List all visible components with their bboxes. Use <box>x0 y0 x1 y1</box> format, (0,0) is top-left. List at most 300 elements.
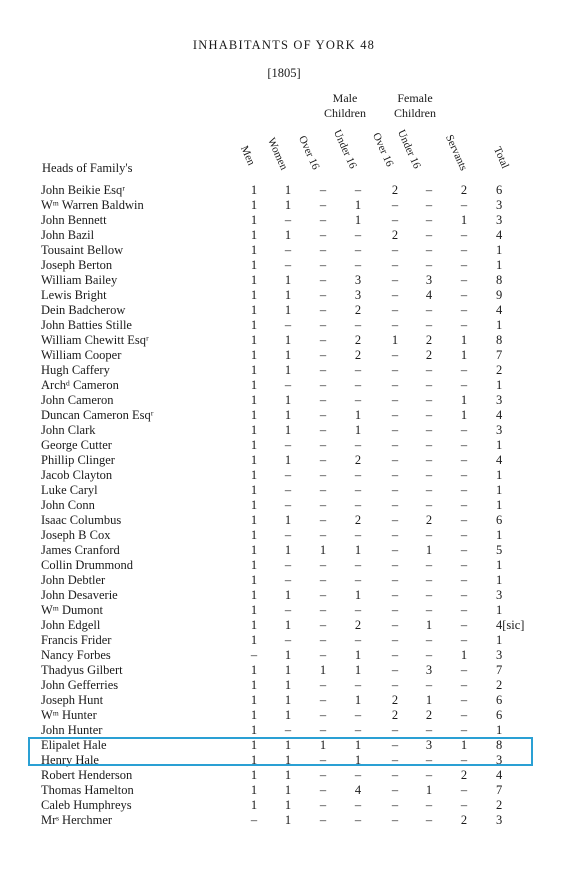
cell-men: – <box>250 813 258 827</box>
cell-male-over-16: – <box>319 258 327 272</box>
cell-male-over-16: – <box>319 363 327 377</box>
cell-female-under-16: – <box>425 423 433 437</box>
head-of-family-name: Joseph Hunt <box>41 693 104 707</box>
cell-male-over-16: – <box>319 198 327 212</box>
head-of-family-name: William Chewitt Esqʳ <box>41 333 149 347</box>
column-header-male-over-16: Over 16 <box>296 134 322 172</box>
cell-male-under-16: 1 <box>354 423 362 437</box>
cell-female-over-16: – <box>391 408 399 422</box>
table-row <box>0 453 568 468</box>
cell-women: – <box>284 603 292 617</box>
table-row <box>0 408 568 423</box>
table-row <box>0 678 568 693</box>
cell-servants: – <box>460 453 468 467</box>
cell-male-under-16: – <box>354 318 362 332</box>
cell-male-under-16: – <box>354 813 362 827</box>
cell-female-over-16: 2 <box>391 228 399 242</box>
cell-women: 1 <box>284 363 292 377</box>
cell-female-under-16: – <box>425 363 433 377</box>
cell-servants: 1 <box>460 648 468 662</box>
cell-male-under-16: 1 <box>354 588 362 602</box>
table-row <box>0 183 568 198</box>
head-of-family-name: Phillip Clinger <box>41 453 115 467</box>
cell-men: 1 <box>250 273 258 287</box>
cell-women: – <box>284 213 292 227</box>
cell-servants: – <box>460 363 468 377</box>
cell-female-over-16: – <box>391 558 399 572</box>
table-row <box>0 663 568 678</box>
cell-male-under-16: 2 <box>354 618 362 632</box>
cell-female-under-16: – <box>425 228 433 242</box>
cell-male-under-16: – <box>354 528 362 542</box>
cell-total: 1 <box>496 573 503 587</box>
cell-female-over-16: – <box>391 378 399 392</box>
census-table <box>0 183 568 828</box>
cell-male-under-16: 1 <box>354 198 362 212</box>
cell-female-over-16: – <box>391 348 399 362</box>
cell-total: 8 <box>496 738 503 752</box>
head-of-family-name: Wᵐ Dumont <box>41 603 104 617</box>
children-label: Children <box>394 106 436 120</box>
head-of-family-name: Lewis Bright <box>41 288 107 302</box>
cell-men: 1 <box>250 318 258 332</box>
cell-female-under-16: – <box>425 438 433 452</box>
cell-female-under-16: – <box>425 528 433 542</box>
cell-total: 3 <box>496 588 503 602</box>
cell-female-under-16: 3 <box>425 663 433 677</box>
cell-servants: – <box>460 708 468 722</box>
cell-servants: – <box>460 318 468 332</box>
table-row <box>0 558 568 573</box>
cell-women: 1 <box>284 393 292 407</box>
cell-men: 1 <box>250 363 258 377</box>
cell-total: 3 <box>496 213 503 227</box>
cell-female-under-16: 1 <box>425 618 433 632</box>
cell-female-under-16: – <box>425 678 433 692</box>
cell-total: 1 <box>496 468 503 482</box>
cell-men: 1 <box>250 378 258 392</box>
head-of-family-name: Duncan Cameron Esqʳ <box>41 408 154 422</box>
cell-male-under-16: 4 <box>354 783 362 797</box>
cell-women: – <box>284 528 292 542</box>
cell-female-over-16: 2 <box>391 708 399 722</box>
cell-female-under-16: – <box>425 378 433 392</box>
cell-female-over-16: – <box>391 633 399 647</box>
cell-male-under-16: – <box>354 393 362 407</box>
cell-female-over-16: – <box>391 483 399 497</box>
cell-female-over-16: – <box>391 798 399 812</box>
table-row <box>0 288 568 303</box>
cell-female-under-16: – <box>425 243 433 257</box>
cell-total: 3 <box>496 198 503 212</box>
head-of-family-name: John Gefferries <box>41 678 119 692</box>
cell-male-over-16: – <box>319 498 327 512</box>
male-children-heading <box>318 91 372 121</box>
table-row <box>0 273 568 288</box>
cell-total: 1 <box>496 498 503 512</box>
table-row <box>0 693 568 708</box>
head-of-family-name: Tousaint Bellow <box>41 243 124 257</box>
cell-total: 7 <box>496 783 503 797</box>
head-of-family-name: Caleb Humphreys <box>41 798 132 812</box>
cell-women: – <box>284 483 292 497</box>
cell-male-over-16: – <box>319 558 327 572</box>
cell-women: 1 <box>284 753 292 767</box>
cell-total: 3 <box>496 753 503 767</box>
cell-men: 1 <box>250 183 258 197</box>
children-label: Children <box>324 106 366 120</box>
cell-female-under-16: 2 <box>425 348 433 362</box>
cell-women: – <box>284 468 292 482</box>
cell-male-under-16: 1 <box>354 663 362 677</box>
cell-female-under-16: – <box>425 813 433 827</box>
cell-men: 1 <box>250 618 258 632</box>
cell-total: 6 <box>496 513 503 527</box>
cell-total: 2 <box>496 363 503 377</box>
cell-female-over-16: – <box>391 663 399 677</box>
cell-servants: – <box>460 258 468 272</box>
head-of-family-name: John Beikie Esqʳ <box>41 183 125 197</box>
cell-male-over-16: – <box>319 213 327 227</box>
cell-total: 1 <box>496 528 503 542</box>
cell-total: 5 <box>496 543 503 557</box>
head-of-family-name: John Debtler <box>41 573 106 587</box>
cell-servants: – <box>460 543 468 557</box>
cell-men: 1 <box>250 453 258 467</box>
table-row <box>0 363 568 378</box>
cell-total: 2 <box>496 678 503 692</box>
cell-men: 1 <box>250 783 258 797</box>
cell-female-under-16: – <box>425 603 433 617</box>
cell-men: 1 <box>250 258 258 272</box>
cell-female-over-16: – <box>391 498 399 512</box>
cell-male-over-16: – <box>319 333 327 347</box>
table-row <box>0 633 568 648</box>
head-of-family-name: Dein Badcherow <box>41 303 126 317</box>
cell-female-under-16: – <box>425 573 433 587</box>
cell-male-under-16: – <box>354 228 362 242</box>
cell-male-over-16: – <box>319 453 327 467</box>
cell-female-over-16: – <box>391 648 399 662</box>
cell-female-under-16: – <box>425 753 433 767</box>
head-of-family-name: John Desaverie <box>41 588 118 602</box>
cell-male-over-16: – <box>319 648 327 662</box>
cell-male-over-16: – <box>319 468 327 482</box>
table-row <box>0 618 568 633</box>
cell-servants: 1 <box>460 213 468 227</box>
cell-male-under-16: 1 <box>354 408 362 422</box>
cell-total: 3 <box>496 393 503 407</box>
cell-women: – <box>284 438 292 452</box>
cell-total: 1 <box>496 378 503 392</box>
table-row <box>0 468 568 483</box>
cell-female-under-16: – <box>425 393 433 407</box>
cell-total: 8 <box>496 273 503 287</box>
cell-male-over-16: – <box>319 288 327 302</box>
cell-women: – <box>284 318 292 332</box>
cell-servants: 1 <box>460 333 468 347</box>
cell-servants: – <box>460 228 468 242</box>
table-row <box>0 498 568 513</box>
head-of-family-name: Wᵐ Hunter <box>41 708 97 722</box>
cell-male-over-16: – <box>319 708 327 722</box>
head-of-family-name: Thomas Hamelton <box>41 783 134 797</box>
head-of-family-name: Mrˢ Herchmer <box>41 813 113 827</box>
cell-female-under-16: – <box>425 768 433 782</box>
cell-female-under-16: – <box>425 318 433 332</box>
cell-female-over-16: – <box>391 723 399 737</box>
cell-men: – <box>250 648 258 662</box>
table-row <box>0 213 568 228</box>
cell-female-under-16: 3 <box>425 273 433 287</box>
cell-servants: – <box>460 483 468 497</box>
cell-female-over-16: – <box>391 273 399 287</box>
cell-female-under-16: 2 <box>425 513 433 527</box>
cell-servants: – <box>460 288 468 302</box>
cell-servants: – <box>460 528 468 542</box>
cell-female-under-16: – <box>425 198 433 212</box>
cell-male-under-16: 1 <box>354 213 362 227</box>
table-row <box>0 483 568 498</box>
column-header-female-under-16: Under 16 <box>395 128 423 171</box>
cell-female-over-16: – <box>391 813 399 827</box>
year-label: [1805] <box>267 66 301 80</box>
cell-female-over-16: – <box>391 528 399 542</box>
cell-men: 1 <box>250 228 258 242</box>
cell-women: 1 <box>284 798 292 812</box>
cell-women: 1 <box>284 333 292 347</box>
cell-male-over-16: – <box>319 678 327 692</box>
cell-total: 3 <box>496 423 503 437</box>
cell-female-over-16: 2 <box>391 693 399 707</box>
cell-female-over-16: – <box>391 363 399 377</box>
head-of-family-name: Thadyus Gilbert <box>41 663 123 677</box>
cell-women: 1 <box>284 813 292 827</box>
head-of-family-name: John Cameron <box>41 393 114 407</box>
table-row <box>0 543 568 558</box>
cell-male-under-16: – <box>354 258 362 272</box>
cell-male-over-16: – <box>319 813 327 827</box>
cell-total: 7 <box>496 663 503 677</box>
cell-total: 1 <box>496 723 503 737</box>
cell-female-under-16: – <box>425 798 433 812</box>
cell-women: 1 <box>284 663 292 677</box>
cell-male-under-16: – <box>354 678 362 692</box>
cell-female-over-16: – <box>391 423 399 437</box>
cell-female-over-16: – <box>391 303 399 317</box>
cell-men: 1 <box>250 468 258 482</box>
head-of-family-name: John Hunter <box>41 723 103 737</box>
cell-female-under-16: – <box>425 183 433 197</box>
cell-women: – <box>284 258 292 272</box>
cell-total: 8 <box>496 333 503 347</box>
cell-female-over-16: – <box>391 438 399 452</box>
cell-men: 1 <box>250 708 258 722</box>
cell-female-over-16: – <box>391 393 399 407</box>
female-label: Female <box>397 91 433 105</box>
cell-male-over-16: – <box>319 378 327 392</box>
cell-women: 1 <box>284 288 292 302</box>
cell-total: 9 <box>496 288 503 302</box>
head-of-family-name: Wᵐ Warren Baldwin <box>41 198 144 212</box>
cell-male-under-16: 2 <box>354 453 362 467</box>
cell-women: 1 <box>284 183 292 197</box>
table-row <box>0 798 568 813</box>
cell-servants: 1 <box>460 408 468 422</box>
cell-total: 1 <box>496 558 503 572</box>
cell-women: 1 <box>284 423 292 437</box>
cell-male-over-16: – <box>319 393 327 407</box>
cell-female-over-16: – <box>391 678 399 692</box>
cell-female-over-16: – <box>391 753 399 767</box>
cell-male-over-16: – <box>319 438 327 452</box>
cell-men: 1 <box>250 243 258 257</box>
cell-women: – <box>284 573 292 587</box>
highlight-box <box>28 737 533 766</box>
cell-men: 1 <box>250 693 258 707</box>
cell-servants: 2 <box>460 813 468 827</box>
cell-women: 1 <box>284 738 292 752</box>
cell-female-under-16: – <box>425 588 433 602</box>
cell-servants: – <box>460 798 468 812</box>
cell-women: – <box>284 558 292 572</box>
cell-male-under-16: 3 <box>354 288 362 302</box>
table-row <box>0 318 568 333</box>
table-row <box>0 333 568 348</box>
cell-female-over-16: – <box>391 783 399 797</box>
cell-female-over-16: – <box>391 453 399 467</box>
cell-servants: – <box>460 783 468 797</box>
cell-total: 1 <box>496 318 503 332</box>
cell-male-under-16: – <box>354 438 362 452</box>
cell-male-under-16: 2 <box>354 348 362 362</box>
cell-female-over-16: – <box>391 618 399 632</box>
cell-servants: – <box>460 273 468 287</box>
cell-men: 1 <box>250 588 258 602</box>
head-of-family-name: Robert Henderson <box>41 768 133 782</box>
cell-servants: – <box>460 573 468 587</box>
cell-male-over-16: – <box>319 423 327 437</box>
cell-female-under-16: – <box>425 723 433 737</box>
cell-men: 1 <box>250 573 258 587</box>
cell-men: 1 <box>250 543 258 557</box>
cell-total: 4 <box>496 303 503 317</box>
cell-male-over-16: 1 <box>319 738 327 752</box>
cell-female-under-16: – <box>425 213 433 227</box>
cell-women: 1 <box>284 783 292 797</box>
cell-male-under-16: – <box>354 798 362 812</box>
cell-male-under-16: 3 <box>354 273 362 287</box>
cell-female-over-16: – <box>391 603 399 617</box>
cell-male-over-16: – <box>319 348 327 362</box>
cell-servants: – <box>460 633 468 647</box>
cell-women: 1 <box>284 648 292 662</box>
cell-women: – <box>284 498 292 512</box>
cell-male-under-16: 2 <box>354 303 362 317</box>
cell-female-over-16: – <box>391 573 399 587</box>
cell-male-under-16: 1 <box>354 543 362 557</box>
cell-women: 1 <box>284 693 292 707</box>
head-of-family-name: Archᵈ Cameron <box>41 378 119 392</box>
head-of-family-name: John Conn <box>41 498 95 512</box>
cell-female-under-16: – <box>425 468 433 482</box>
cell-women: 1 <box>284 453 292 467</box>
cell-total: 1 <box>496 438 503 452</box>
cell-servants: 2 <box>460 183 468 197</box>
cell-female-under-16: 3 <box>425 738 433 752</box>
cell-total: 6 <box>496 693 503 707</box>
cell-servants: – <box>460 513 468 527</box>
cell-male-over-16: – <box>319 528 327 542</box>
cell-men: 1 <box>250 513 258 527</box>
page-title: INHABITANTS OF YORK 48 <box>192 38 376 52</box>
cell-men: 1 <box>250 438 258 452</box>
cell-male-under-16: – <box>354 468 362 482</box>
cell-men: 1 <box>250 678 258 692</box>
cell-men: 1 <box>250 768 258 782</box>
cell-men: 1 <box>250 603 258 617</box>
cell-total: 4 <box>496 408 503 422</box>
cell-female-over-16: 1 <box>391 333 399 347</box>
head-of-family-name: John Edgell <box>41 618 101 632</box>
cell-male-under-16: – <box>354 768 362 782</box>
cell-female-under-16: – <box>425 453 433 467</box>
cell-servants: – <box>460 378 468 392</box>
cell-total: 4[sic] <box>496 618 525 632</box>
cell-total: 3 <box>496 648 503 662</box>
cell-male-under-16: – <box>354 723 362 737</box>
table-row <box>0 783 568 798</box>
cell-female-over-16: – <box>391 543 399 557</box>
cell-male-under-16: 1 <box>354 648 362 662</box>
cell-women: 1 <box>284 228 292 242</box>
cell-women: 1 <box>284 768 292 782</box>
cell-servants: – <box>460 423 468 437</box>
cell-male-over-16: – <box>319 783 327 797</box>
cell-male-over-16: – <box>319 768 327 782</box>
table-row <box>0 258 568 273</box>
cell-female-over-16: – <box>391 288 399 302</box>
cell-women: 1 <box>284 708 292 722</box>
cell-male-under-16: – <box>354 183 362 197</box>
cell-servants: – <box>460 588 468 602</box>
head-of-family-name: Hugh Caffery <box>41 363 110 377</box>
cell-women: – <box>284 633 292 647</box>
cell-women: 1 <box>284 198 292 212</box>
cell-male-over-16: – <box>319 633 327 647</box>
cell-female-over-16: – <box>391 198 399 212</box>
cell-men: 1 <box>250 393 258 407</box>
table-row <box>0 423 568 438</box>
cell-servants: – <box>460 663 468 677</box>
table-row <box>0 243 568 258</box>
column-header-women: Women <box>265 136 290 172</box>
cell-male-under-16: – <box>354 378 362 392</box>
cell-servants: – <box>460 468 468 482</box>
cell-men: 1 <box>250 288 258 302</box>
cell-male-under-16: – <box>354 558 362 572</box>
head-of-family-name: Joseph B Cox <box>41 528 111 542</box>
cell-men: 1 <box>250 333 258 347</box>
cell-female-under-16: – <box>425 303 433 317</box>
head-of-family-name: John Bennett <box>41 213 107 227</box>
table-row <box>0 378 568 393</box>
cell-female-under-16: 1 <box>425 693 433 707</box>
cell-women: – <box>284 243 292 257</box>
cell-women: – <box>284 723 292 737</box>
cell-male-under-16: 2 <box>354 333 362 347</box>
cell-men: 1 <box>250 498 258 512</box>
